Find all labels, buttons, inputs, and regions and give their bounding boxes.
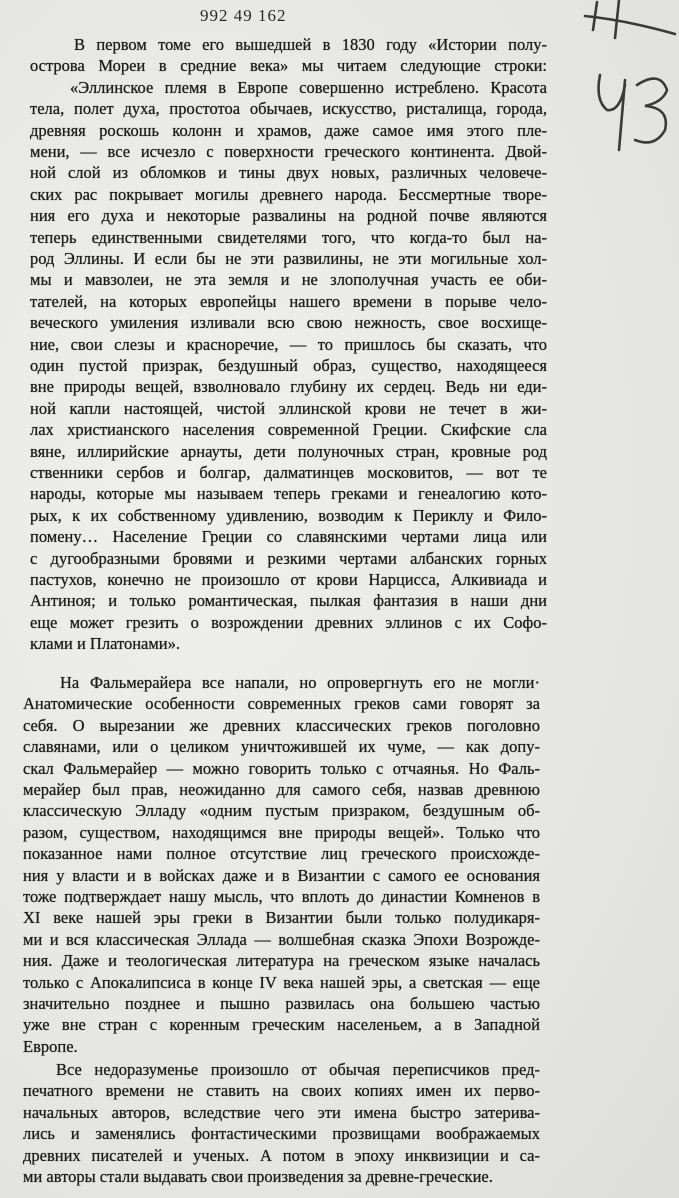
text-line: помену… Население Греции со славянскими чертами лица или [30, 527, 547, 546]
text-line: пастухов, конечно не произошло от крови Нарцисса, Алкивиада и [30, 570, 547, 589]
text-line: теперь единственными свидетелями того, что когда-то был на- [30, 228, 547, 247]
text-line: ния его духа и некоторые развалины на родной почве являются [30, 206, 547, 225]
text-line: мы и мавзолеи, не эта земля и не злополучная участь ее оби- [30, 270, 547, 289]
text-line: клами и Платонами». [30, 634, 181, 653]
text-line: показанное нами полное отсутствие лиц греческого происхожде- [23, 844, 540, 863]
text-line: веческого умиления изливали всю свою нежность, свое восхище- [30, 313, 547, 332]
text-line: ной слой из обломков и тины двух новых, различных человече- [30, 163, 547, 182]
text-line: ми и вся классическая Эллада — волшебная сказка Эпохи Возрожде- [23, 930, 540, 949]
text-line: ния у власти и в войсках даже и в Византии с самого ее основания [23, 866, 540, 885]
text-line: Европе. [23, 1037, 78, 1056]
text-line: Антиноя; и только романтическая, пылкая фантазия в наши дни [30, 591, 547, 610]
text-line: тела, полет духа, простотоа обычаев, искусство, ристалища, города, [30, 99, 547, 118]
text-line: ских рас покрывает могилы древнего народа. Бессмертные творе- [30, 185, 547, 204]
text-line: На Фальмерайера все напали, но опровергнуть его не могли· [60, 673, 540, 692]
text-line: Анатомические особенности современных греков сами говорят за [23, 694, 540, 713]
text-line: ной капли настоящей, чистой эллинской крови не течет в жи- [30, 399, 547, 418]
handwritten-marks [575, 0, 679, 170]
text-line: ственники сербов и болгар, далматинцев московитов, — вот те [30, 463, 547, 482]
text-line: острова Мореи в средние века» мы читаем следующие строки: [30, 56, 547, 75]
text-line: рых, к их собственному удивлению, возводим к Периклу и Фило- [30, 506, 547, 525]
text-line: тоже подтверждает нашу мысль, что вплоть до династии Комненов в [23, 887, 540, 906]
text-line: мерайер был прав, неожиданно для самого себя, назвав древнюю [23, 780, 540, 799]
text-line: значительно позднее и пышно развилась она большею частью [23, 994, 540, 1013]
text-line: древних писателей и ученых. А потом в эпоху инквизиции и са- [23, 1146, 540, 1165]
text-line: еще может грезить о возрождении древних эллинов с их Софо- [30, 613, 547, 632]
text-line: один пустой призрак, бездушный образ, существо, находящееся [30, 356, 547, 375]
text-line: с дугообразными бровями и резкими чертами албанских горных [30, 549, 547, 568]
text-line: вяне, иллирийские арнауты, дети полуночных стран, кровные род [30, 442, 547, 461]
text-line: древняя роскошь колонн и храмов, даже самое имя этого пле- [30, 121, 547, 140]
text-line: ние, свои слезы и красноречие, — то пришлось бы сказать, что [30, 335, 547, 354]
text-line: мени, — все исчезло с поверхности греческого континента. Двой- [30, 142, 547, 161]
text-line: вне природы вещей, взволновало глубину их сердец. Ведь ни еди- [30, 377, 547, 396]
text-line: славянами, или о целиком уничтожившей их чуме, — как допу- [23, 737, 540, 756]
text-line: только с Апокалипсиса в конце IV века нашей эры, а светская — еще [23, 973, 540, 992]
text-line: классическую Элладу «одним пустым призраком, бездушным об- [23, 801, 540, 820]
text-line: лах христианского населения современной Греции. Скифские сла [30, 420, 547, 439]
text-line: скал Фальмерайер — можно говорить только с отчаянья. Но Фаль- [23, 759, 540, 778]
text-line: печатного времени не ставить на своих копиях имен их перво- [23, 1081, 540, 1100]
text-line: ния. Даже и теологическая литература на греческом языке началась [23, 951, 540, 970]
text-line: лись и заменялись фонтастическими прозвищами воображаемых [23, 1124, 540, 1143]
text-line: уже вне стран с коренным греческим населеньем, а в Западной [23, 1015, 540, 1034]
text-line: В первом томе его вышедшей в 1830 году «Истории полу- [74, 35, 547, 54]
text-line: тателей, на которых европейцы нашего времени в порыве чело- [30, 292, 547, 311]
text-line: разом, существом, находящимся вне природы вещей». Только что [23, 823, 540, 842]
text-line: начальных авторов, вследствие чего эти имена быстро затерива- [23, 1103, 540, 1122]
text-line: род Эллины. И если бы не эти развилины, не эти могильные хол- [30, 249, 547, 268]
text-line: «Эллинское племя в Европе совершенно истреблено. Красота [70, 78, 547, 97]
text-line: себя. О вырезании же древних классических греков поголовно [23, 716, 540, 735]
text-line: ми авторы стали выдавать свои произведения за древне-греческие. [23, 1167, 493, 1186]
text-line: Все недоразуменье произошло от обычая переписчиков пред- [56, 1060, 540, 1079]
page-number: 992 49 162 [200, 6, 287, 25]
text-line: народы, которые мы называем теперь греками и генеалогию кото- [30, 484, 547, 503]
text-line: XI веке нашей эры греки в Византии были только полудикаря- [23, 908, 540, 927]
